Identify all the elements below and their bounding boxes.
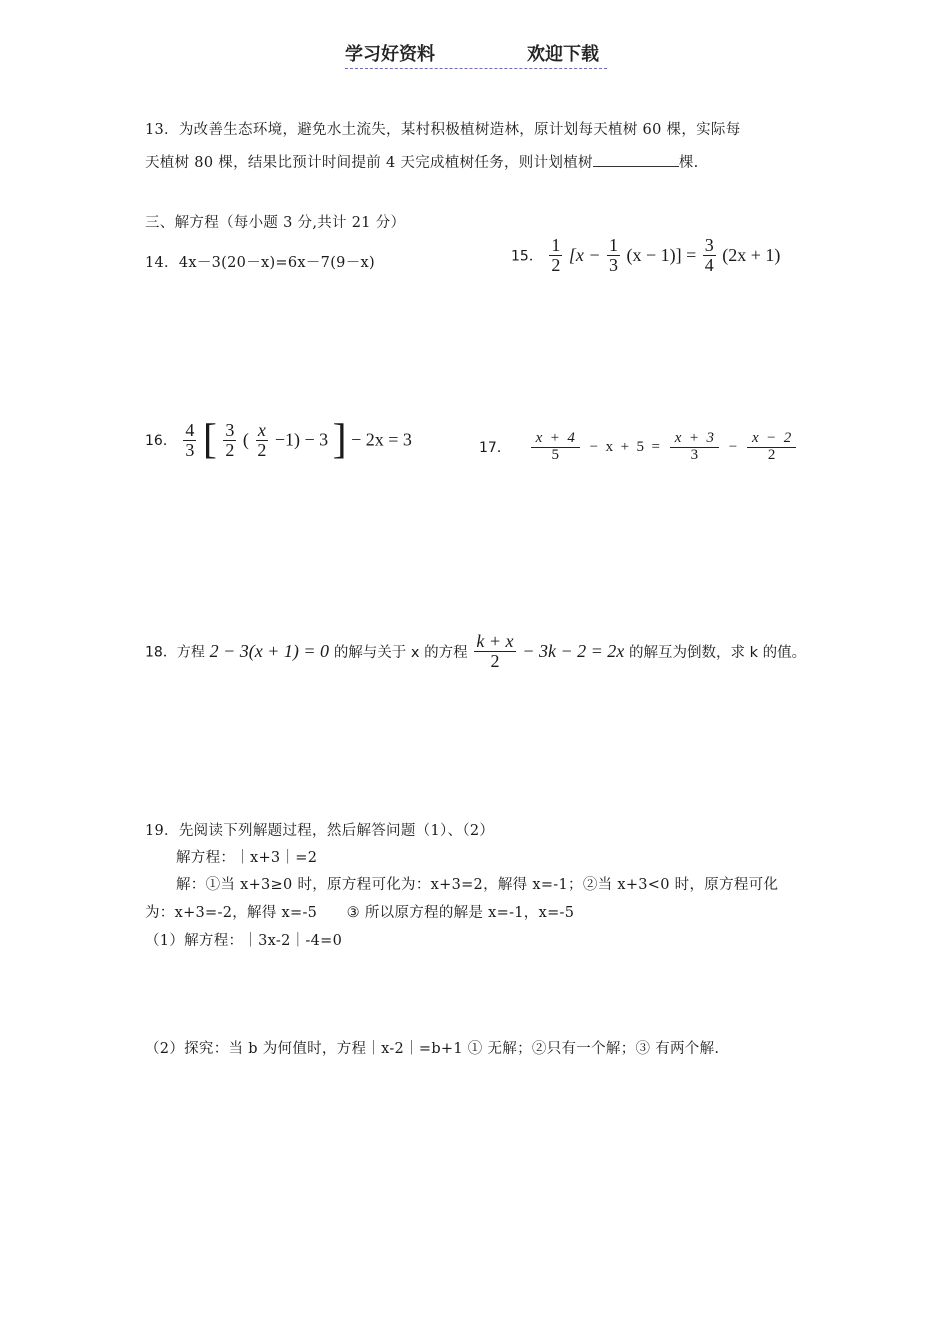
- q15-frac1-num: 1: [551, 235, 561, 255]
- q16-frac3-den: 2: [257, 439, 267, 460]
- q16-frac2: [223, 421, 236, 460]
- q13-line2-text: 天植树 80 棵，结果比预计时间提前 4 天完成植树任务，则计划植树: [145, 155, 593, 171]
- q17-frac3-num: x − 2: [747, 431, 796, 448]
- q16-frac1: [183, 421, 196, 460]
- q16-frac1-den: 3: [185, 439, 195, 460]
- q15-frac2: [607, 236, 620, 275]
- q16-frac2-den: 2: [225, 439, 235, 460]
- q13-line2: [145, 151, 699, 172]
- q15-frac2-num: 1: [608, 235, 618, 255]
- q16-paren: (: [242, 429, 249, 450]
- q15-part2: (x − 1)] =: [626, 244, 697, 265]
- q19-solution-line2: 为：x+3=-2，解得 x=-5 ③ 所以原方程的解是 x=-1，x=-5: [145, 905, 575, 921]
- q19-intro: 19．先阅读下列解题过程，然后解答问题（1）、（2）: [145, 823, 495, 839]
- q15-frac1: [549, 236, 562, 275]
- q16-frac2-num: 3: [225, 419, 235, 440]
- q18-equation1: 2 − 3(x + 1) = 0: [209, 640, 330, 661]
- header-right-text: 欢迎下载: [527, 44, 599, 65]
- q17-frac1-num: x + 4: [531, 431, 580, 448]
- q19-example-title: 解方程：｜x+3｜=2: [176, 850, 318, 866]
- q14-equation: 4x－3(20－x)=6x－7(9－x): [178, 255, 375, 271]
- q16-frac1-num: 4: [185, 419, 195, 440]
- q16: [145, 419, 412, 461]
- q14-label: 14．: [145, 255, 179, 271]
- q15-frac1-den: 2: [551, 254, 561, 275]
- q18-fraction: [474, 632, 515, 671]
- q17-frac3-den: 2: [767, 446, 776, 463]
- q19-solution-line1: 解：①当 x+3≥0 时，原方程可化为：x+3=2，解得 x=-1；②当 x+3<0 时，原方程可化: [176, 877, 779, 893]
- q18-text1: 的解与关于 x 的方程: [333, 644, 468, 661]
- q17-frac2: [670, 431, 719, 464]
- q15-frac3: [703, 236, 716, 275]
- q16-left-bracket: [: [202, 417, 217, 463]
- q16-part3: − 2x = 3: [351, 429, 412, 450]
- q15-part1: [x −: [568, 244, 601, 265]
- q15-frac3-num: 3: [704, 235, 714, 255]
- q18-text2: 的解互为倒数，求 k 的值。: [629, 644, 807, 661]
- q19-part1: （1）解方程：｜3x-2｜-4=0: [145, 933, 343, 949]
- q14: [145, 251, 375, 272]
- q17-frac2-den: 3: [690, 446, 699, 463]
- q15-frac3-den: 4: [704, 254, 714, 275]
- q15-label: 15．: [511, 248, 543, 265]
- q13-line2-end: 棵.: [678, 155, 699, 171]
- q15: [511, 236, 780, 275]
- section3-title: 三、解方程（每小题 3 分,共计 21 分）: [145, 215, 406, 231]
- q13-line1: 13．为改善生态环境，避免水土流失，某村积极植树造林，原计划每天植树 60 棵，实际每: [145, 122, 741, 138]
- q16-part2: −1) − 3: [274, 429, 329, 450]
- q17-frac1: [531, 431, 580, 464]
- q17-frac3: [747, 431, 796, 464]
- q16-frac3-num: x: [257, 419, 266, 440]
- q17: [479, 431, 802, 464]
- q16-label: 16．: [145, 433, 177, 449]
- q18-frac-den: 2: [490, 650, 500, 671]
- q17-label: 17．: [479, 440, 511, 457]
- q18: [145, 632, 806, 671]
- q19-part2: （2）探究：当 b 为何值时，方程｜x-2｜=b+1 ① 无解；②只有一个解；③ 有两个解.: [145, 1041, 720, 1057]
- header-divider: [345, 68, 607, 69]
- q13-answer-blank: [593, 154, 679, 167]
- q17-middle: − x + 5 =: [589, 438, 660, 455]
- q16-frac3: [255, 421, 268, 460]
- q17-minus: −: [728, 438, 738, 455]
- q15-frac2-den: 3: [608, 254, 618, 275]
- q18-frac-num: k + x: [476, 631, 514, 651]
- q16-right-bracket: ]: [332, 417, 347, 463]
- q18-label: 18．方程: [145, 644, 205, 661]
- header-left-text: 学习好资料: [345, 44, 435, 65]
- q17-frac1-den: 5: [551, 446, 559, 463]
- q18-equation2: − 3k − 2 = 2x: [522, 640, 625, 661]
- q17-frac2-num: x + 3: [670, 431, 719, 448]
- q15-part3: (2x + 1): [722, 244, 781, 265]
